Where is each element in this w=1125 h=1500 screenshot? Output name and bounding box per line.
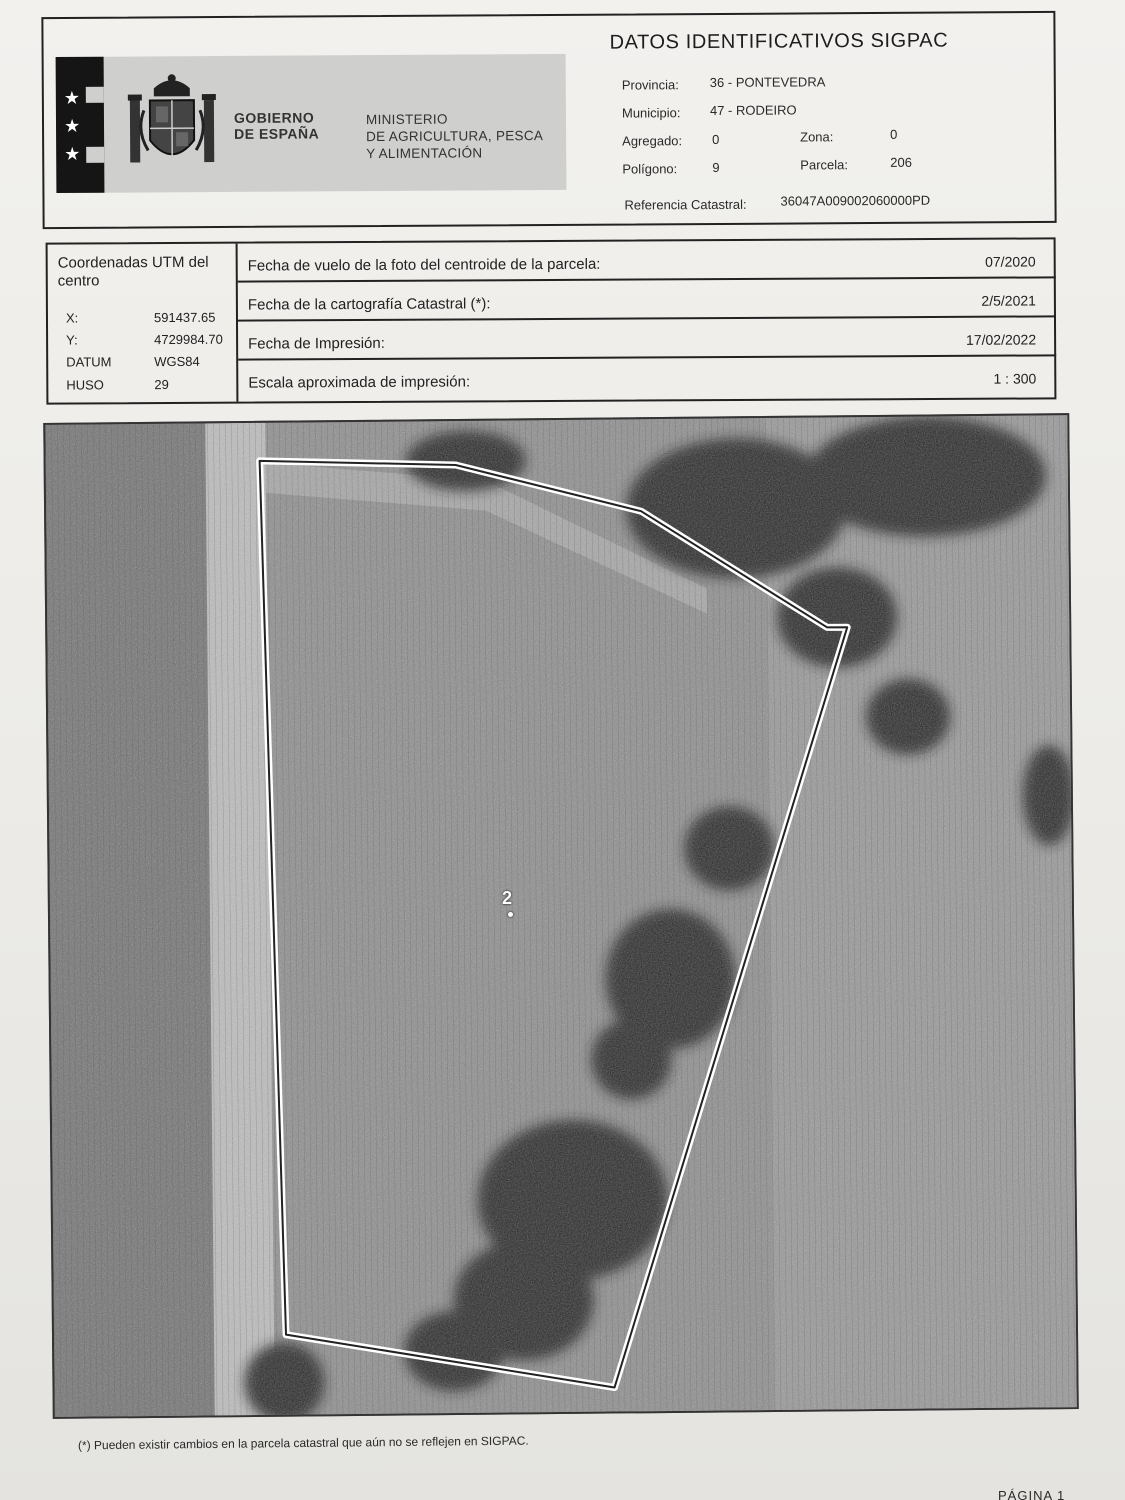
- footnote: (*) Pueden existir cambios en la parcela catastral que aún no se reflejen en SIGPAC.: [77, 1433, 529, 1453]
- parcel-number-label: 2: [502, 888, 513, 908]
- parcela-label: Parcela:: [800, 157, 849, 173]
- datum-value: WGS84: [154, 353, 200, 370]
- datum-label: DATUM: [66, 354, 112, 370]
- parcela-value: 206: [890, 154, 913, 170]
- referencia-catastral-label: Referencia Catastral:: [624, 196, 747, 213]
- zona-label: Zona:: [800, 129, 834, 145]
- sigpac-header-box: [41, 11, 1056, 229]
- x-value: 591437.65: [153, 309, 216, 326]
- date-value: 2/5/2021: [981, 292, 1036, 309]
- municipio-value: 47 - RODEIRO: [709, 102, 797, 119]
- agregado-value: 0: [712, 131, 720, 148]
- huso-value: 29: [154, 377, 169, 393]
- date-value: 07/2020: [985, 253, 1036, 270]
- parcel-info-box: [46, 237, 1057, 404]
- government-logo-block: [56, 54, 567, 193]
- date-row-impresion: [238, 317, 1056, 360]
- date-label: Fecha de Impresión:: [248, 334, 385, 353]
- eu-flag-bar: [56, 57, 105, 193]
- referencia-catastral-value: 36047A009002060000PD: [780, 192, 931, 209]
- x-label: X:: [65, 310, 79, 326]
- poligono-value: 9: [712, 159, 720, 176]
- date-label: Escala aproximada de impresión:: [248, 373, 471, 392]
- agregado-label: Agregado:: [622, 133, 683, 149]
- page-title: DATOS IDENTIFICATIVOS SIGPAC: [609, 29, 949, 54]
- poligono-label: Polígono:: [622, 161, 678, 177]
- page-number: PÁGINA 1: [998, 1488, 1066, 1500]
- utm-coordinates-panel: [48, 244, 239, 403]
- government-label: GOBIERNO DE ESPAÑA: [233, 109, 320, 142]
- date-value: 17/02/2022: [965, 331, 1037, 348]
- y-value: 4729984.70: [154, 331, 223, 348]
- provincia-value: 36 - PONTEVEDRA: [709, 74, 826, 91]
- date-label: Fecha de la cartografía Catastral (*):: [247, 295, 491, 314]
- y-label: Y:: [66, 332, 78, 348]
- date-value: 1 : 300: [993, 370, 1037, 387]
- date-row-vuelo: [238, 239, 1056, 282]
- date-row-escala: [238, 356, 1056, 399]
- aerial-image: [45, 415, 1078, 1419]
- provincia-label: Provincia:: [621, 77, 679, 93]
- parcel-centroid-marker: [508, 912, 513, 917]
- municipio-label: Municipio:: [621, 105, 681, 121]
- ministry-label: MINISTERIO DE AGRICULTURA, PESCA Y ALIMENTACIÓN: [365, 111, 544, 162]
- date-label: Fecha de vuelo de la foto del centroide de la parcela:: [247, 255, 601, 275]
- star-icon: ★: [64, 143, 81, 164]
- coat-of-arms-icon: [126, 70, 219, 181]
- star-icon: ★: [63, 115, 81, 136]
- coordinates-title: Coordenadas UTM del centro: [57, 253, 209, 290]
- aerial-photo: [43, 413, 1079, 1419]
- date-row-cartografia: [238, 278, 1056, 321]
- zona-value: 0: [890, 126, 898, 142]
- star-icon: ★: [63, 87, 81, 108]
- huso-label: HUSO: [66, 377, 104, 393]
